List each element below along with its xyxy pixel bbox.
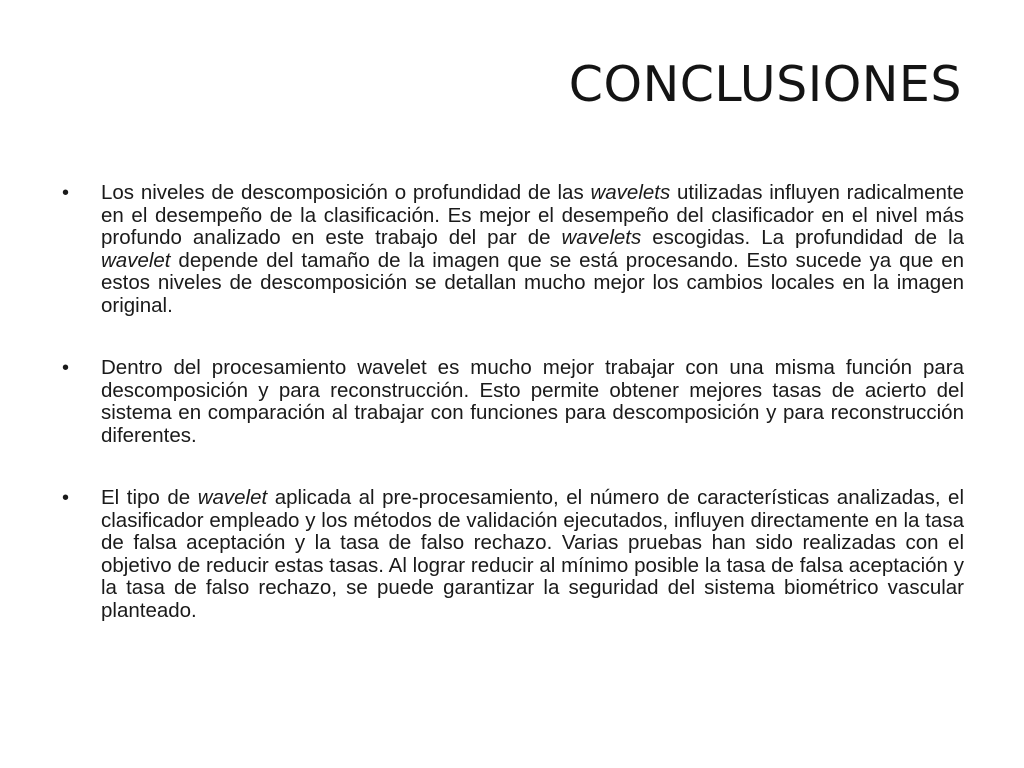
text-run: utilizadas influyen radicalmente en el desempeño de la clasificación. Es mejor el desempeño del clasificador en el nivel más profundo analizado en este trabajo del par de bbox=[101, 181, 965, 249]
bullet-list bbox=[62, 182, 964, 622]
text-run: escogidas. La profundidad de la bbox=[641, 226, 964, 249]
text-run: depende del tamaño de la imagen que se está procesando. Esto sucede ya que en estos niveles de descomposición se detallan mucho mejor los cambios locales en la imagen original. bbox=[101, 248, 964, 317]
text-run: El tipo de bbox=[101, 486, 198, 509]
text-run: aplicada al pre-procesamiento, el número de características analizadas, el clasificador empleado y los métodos de validación ejecutados, influyen directamente en la tasa de falsa aceptación y la tasa de falso rechazo. Varias pruebas han sido realizadas con el objetivo de reducir estas tasas. Al lograr reducir al mínimo posible la tasa de falsa aceptación y la tasa de falso rechazo, se puede garantizar la seguridad del sistema biométrico vascular planteado. bbox=[101, 486, 965, 622]
bullet-marker: • bbox=[62, 357, 70, 379]
text-run: Los niveles de descomposición o profundidad de las bbox=[101, 181, 591, 204]
text-run-italic: wavelets bbox=[561, 226, 642, 249]
bullet-item bbox=[62, 182, 964, 317]
text-run-italic: wavelet bbox=[197, 486, 268, 509]
bullet-text bbox=[101, 356, 964, 447]
bullet-item bbox=[62, 487, 964, 622]
text-run-italic: wavelets bbox=[590, 181, 671, 204]
bullet-text bbox=[101, 181, 964, 317]
slide-title: CONCLUSIONES bbox=[568, 56, 962, 113]
text-run: Dentro del procesamiento wavelet es mucho mejor trabajar con una misma función para descomposición y para reconstrucción. Esto permite obtener mejores tasas de acierto del sistema en comparación al trabajar con funciones para descomposición y para reconstrucción diferentes. bbox=[101, 356, 964, 447]
text-run-italic: wavelet bbox=[101, 248, 171, 272]
bullet-marker: • bbox=[62, 487, 70, 509]
bullet-text bbox=[101, 486, 964, 622]
bullet-marker: • bbox=[62, 182, 70, 204]
bullet-item bbox=[62, 357, 964, 447]
